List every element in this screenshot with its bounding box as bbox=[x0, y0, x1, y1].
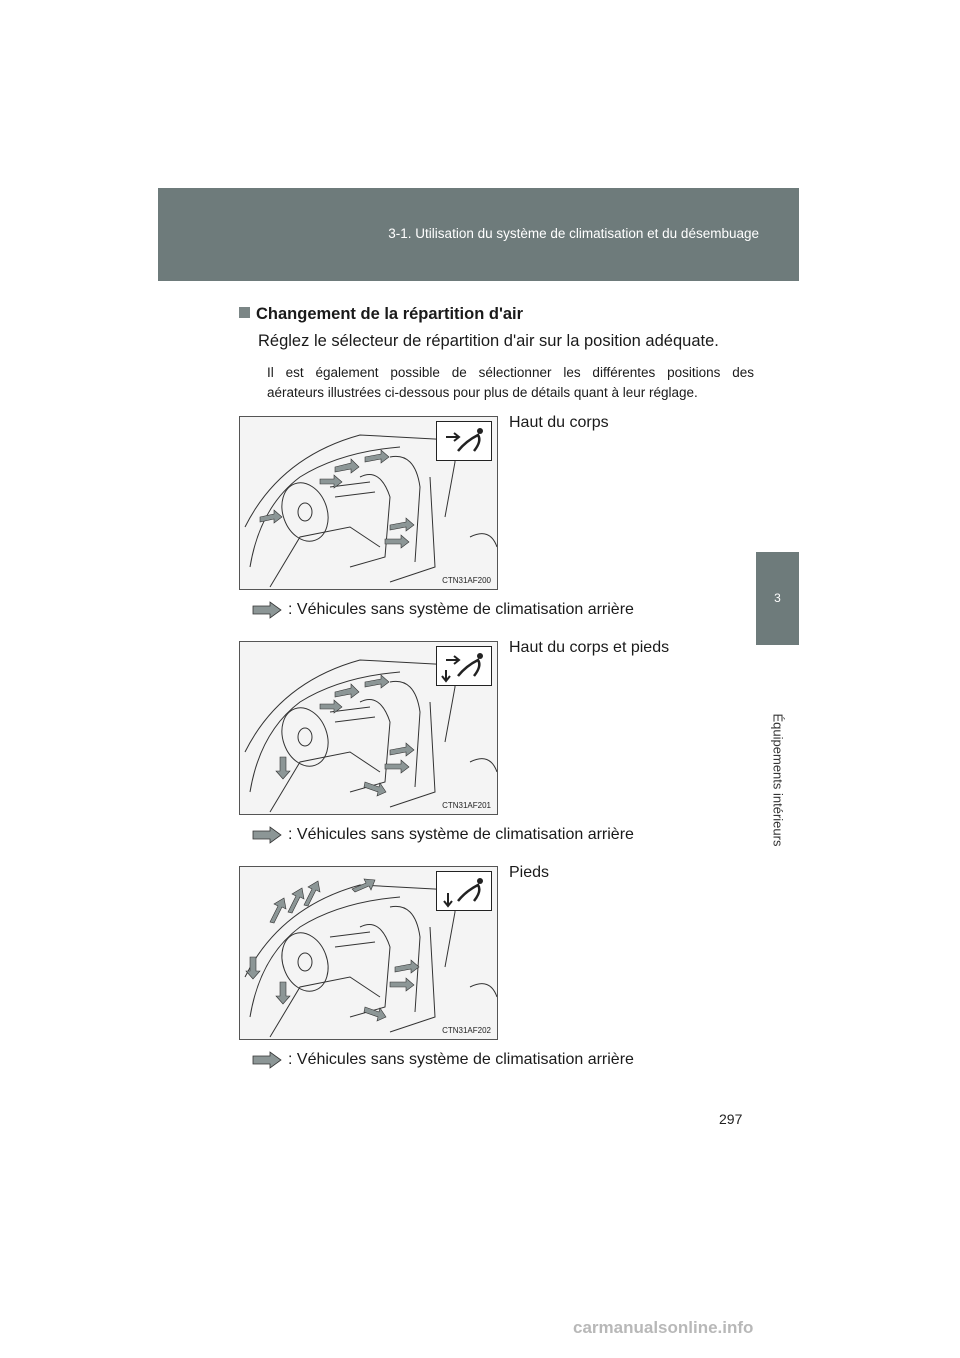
chapter-label: Équipements intérieurs bbox=[770, 713, 785, 847]
note-line-2: aérateurs illustrées ci-dessous pour plus de détails quant à leur réglage. bbox=[267, 385, 698, 400]
arrow-right-icon bbox=[252, 1051, 282, 1069]
vehicle-note-3 bbox=[252, 1051, 634, 1069]
upper-body-and-feet-vent-icon bbox=[436, 646, 492, 686]
vehicle-note-2 bbox=[252, 826, 634, 844]
figure-feet bbox=[239, 866, 498, 1040]
mode-label-upper-body-feet: Haut du corps et pieds bbox=[509, 639, 670, 656]
instruction-text: Réglez le sélecteur de répartition d'air sur la position adéquate. bbox=[258, 332, 719, 350]
chapter-tab[interactable]: 3 bbox=[756, 552, 799, 645]
heading-text: Changement de la répartition d'air bbox=[256, 305, 524, 323]
vehicle-note-text: : Véhicules sans système de climatisation arrière bbox=[288, 601, 634, 619]
page-number: 297 bbox=[719, 1111, 743, 1127]
section-title: 3-1. Utilisation du système de climatisation et du désembuage bbox=[388, 226, 759, 241]
note-line-1: Il est également possible de sélectionner les différentes positions des bbox=[267, 365, 754, 380]
feet-vent-icon bbox=[436, 871, 492, 911]
figure-upper-body-feet bbox=[239, 641, 498, 815]
vehicle-note-text: : Véhicules sans système de climatisation arrière bbox=[288, 1051, 634, 1069]
mode-label-feet: Pieds bbox=[509, 864, 550, 881]
chapter-label-wrap bbox=[756, 650, 799, 910]
vehicle-note-1 bbox=[252, 601, 634, 619]
section-heading bbox=[239, 305, 523, 324]
figure-code: CTN31AF201 bbox=[442, 801, 491, 810]
vehicle-note-text: : Véhicules sans système de climatisation arrière bbox=[288, 826, 634, 844]
bullet-square-icon bbox=[239, 307, 250, 318]
figure-code: CTN31AF200 bbox=[442, 576, 491, 585]
watermark: carmanualsonline.info bbox=[573, 1318, 754, 1337]
figure-upper-body bbox=[239, 416, 498, 590]
figure-code: CTN31AF202 bbox=[442, 1026, 491, 1035]
arrow-right-icon bbox=[252, 826, 282, 844]
mode-label-upper-body: Haut du corps bbox=[509, 414, 609, 431]
section-header bbox=[158, 188, 799, 281]
upper-body-vent-icon bbox=[436, 421, 492, 461]
arrow-right-icon bbox=[252, 601, 282, 619]
